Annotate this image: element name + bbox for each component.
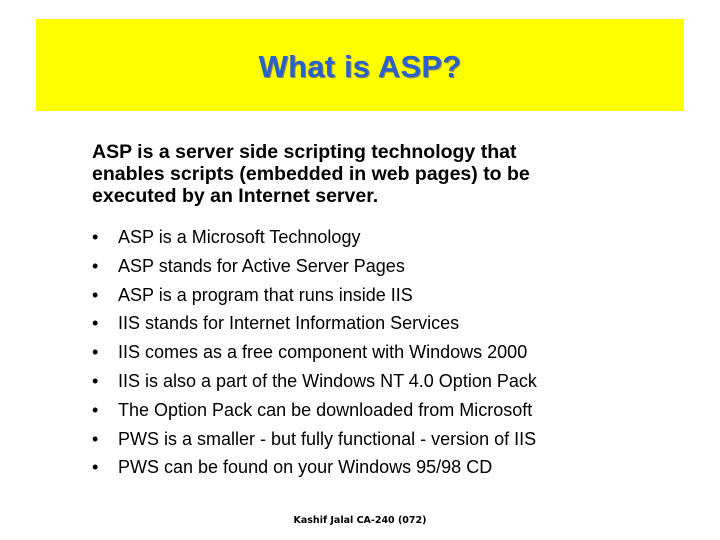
bullet-text: IIS stands for Internet Information Services xyxy=(118,313,460,334)
bullet-text: ASP stands for Active Server Pages xyxy=(118,255,405,276)
bullet-item xyxy=(92,342,692,371)
bullet-text: ASP is a program that runs inside IIS xyxy=(118,284,413,305)
bullet-text: PWS is a smaller - but fully functional - version of IIS xyxy=(118,428,537,449)
bullet-item xyxy=(92,227,692,256)
bullet-icon: • xyxy=(92,227,99,247)
bullet-text: IIS comes as a free component with Windows 2000 xyxy=(118,342,528,363)
intro-line: executed by an Internet server. xyxy=(92,185,379,207)
bullet-icon: • xyxy=(92,457,99,478)
bullet-text: The Option Pack can be downloaded from Microsoft xyxy=(118,399,533,420)
bullet-item xyxy=(92,285,692,314)
bullet-text: PWS can be found on your Windows 95/98 CD xyxy=(118,457,493,478)
title-banner xyxy=(36,19,684,111)
bullet-item xyxy=(92,400,692,429)
bullet-item xyxy=(92,371,692,400)
bullet-icon: • xyxy=(92,313,99,334)
slide-footer: Kashif Jalal CA-240 (072) xyxy=(293,515,427,526)
intro-line: ASP is a server side scripting technology that xyxy=(92,141,517,163)
slide-title: What is ASP? xyxy=(258,49,462,84)
bullet-icon: • xyxy=(92,255,99,276)
bullet-list xyxy=(92,227,692,486)
bullet-item xyxy=(92,429,692,458)
bullet-icon: • xyxy=(92,370,99,391)
bullet-icon: • xyxy=(92,342,99,363)
intro-paragraph xyxy=(92,141,682,207)
bullet-item xyxy=(92,313,692,342)
bullet-icon: • xyxy=(92,428,99,449)
bullet-icon: • xyxy=(92,284,99,305)
bullet-icon: • xyxy=(92,399,99,420)
bullet-item xyxy=(92,256,692,285)
bullet-text: ASP is a Microsoft Technology xyxy=(118,227,361,247)
intro-line: enables scripts (embedded in web pages) to be xyxy=(92,163,530,185)
bullet-item xyxy=(92,457,692,486)
bullet-text: IIS is also a part of the Windows NT 4.0 Option Pack xyxy=(118,370,537,391)
